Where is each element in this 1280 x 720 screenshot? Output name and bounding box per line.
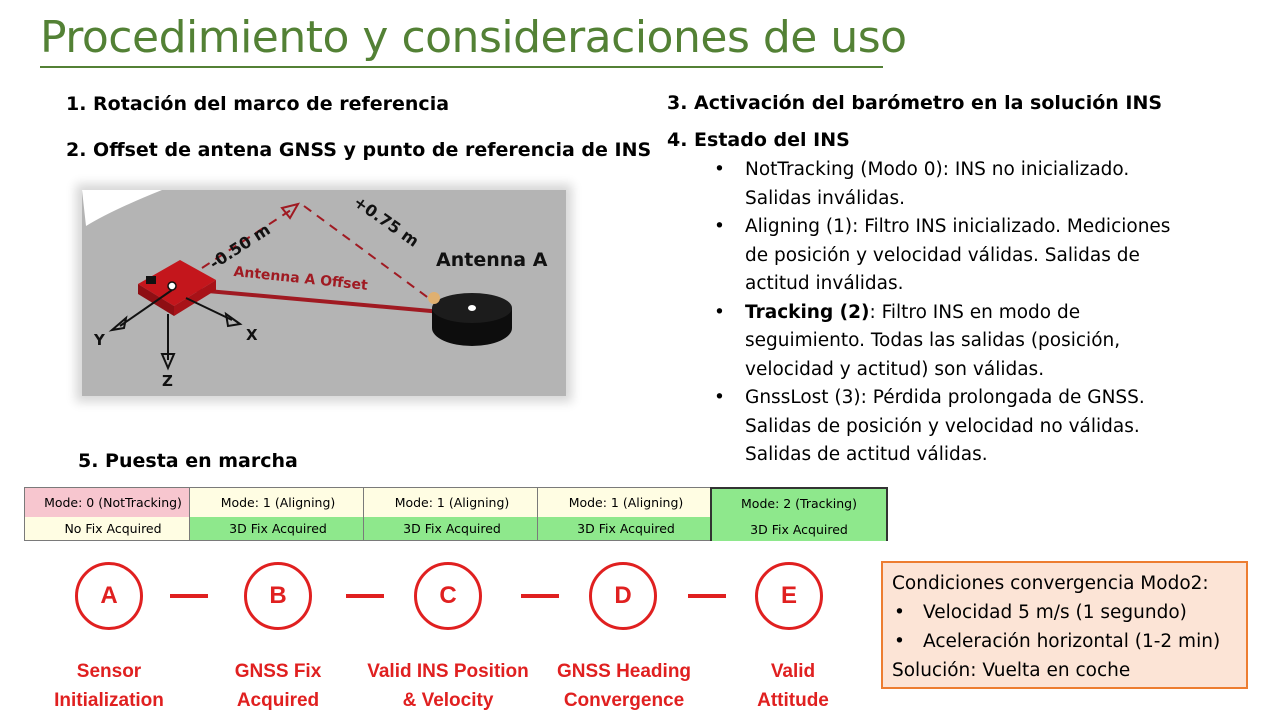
offset-label: Antenna A Offset (232, 263, 369, 294)
step-label-line: & Velocity (402, 690, 494, 711)
axis-x-line (186, 298, 232, 320)
ins-state-item (712, 299, 1192, 385)
step-b-label (183, 657, 373, 715)
status-fix: No Fix Acquired (25, 517, 201, 540)
section-3-heading: 3. Activación del barómetro en la solución INS (667, 92, 1163, 114)
step-label-line: Sensor (76, 661, 142, 682)
status-box-a (24, 487, 202, 541)
ins-state-desc: : INS no inicializado. Salidas inválidas. (745, 159, 1130, 209)
conditions-solution: Solución: Vuelta en coche (892, 660, 1131, 681)
antenna-offset-svg (82, 190, 566, 396)
section-5-heading: 5. Puesta en marcha (78, 450, 298, 472)
status-fix: 3D Fix Acquired (712, 518, 886, 541)
ins-state-name: NotTracking (Modo 0) (745, 159, 943, 180)
status-mode: Mode: 0 (NotTracking) (25, 488, 201, 517)
status-mode: Mode: 1 (Aligning) (190, 488, 366, 517)
status-fix: 3D Fix Acquired (538, 517, 714, 540)
offset-x-label: -0.50 m (205, 219, 274, 274)
step-e-label (698, 657, 888, 715)
step-e-circle: E (755, 562, 823, 630)
status-mode: Mode: 1 (Aligning) (538, 488, 714, 517)
antenna-center-dot (468, 305, 476, 311)
axis-y-label: Y (94, 331, 105, 349)
axis-x-arrow (226, 314, 240, 326)
status-fix: 3D Fix Acquired (190, 517, 366, 540)
step-label-line: Convergence (563, 690, 685, 711)
conditions-list (892, 598, 1246, 656)
ins-state-desc: : Pérdida prolongada de GNSS. Salidas de posición y velocidad no válidas. Salidas de actitud válidas. (745, 387, 1145, 465)
step-b-circle: B (244, 562, 312, 630)
status-box-c (363, 487, 541, 541)
step-label-line: Acquired (236, 690, 320, 711)
step-d-circle: D (589, 562, 657, 630)
step-connector (688, 594, 726, 598)
step-label-line: Valid INS Position (367, 661, 529, 682)
diagram-corner-shape (82, 190, 162, 226)
ins-state-desc: : Filtro INS inicializado. Mediciones de posición y velocidad válidas. Salidas de actitud inválidas. (745, 216, 1171, 294)
step-label-line: Initialization (54, 690, 164, 711)
axis-x-label: X (246, 326, 258, 344)
sensor-connector (146, 276, 156, 284)
axis-y-arrow (112, 318, 126, 330)
status-fix: 3D Fix Acquired (364, 517, 540, 540)
step-label-line: GNSS Fix (234, 661, 322, 682)
step-d-label (529, 657, 719, 715)
conditions-title: Condiciones convergencia Modo2: (892, 573, 1209, 594)
ins-state-name: Tracking (2) (745, 301, 870, 323)
antenna-offset-arrow (174, 288, 442, 312)
offset-y-label: +0.75 m (350, 192, 423, 251)
sensor-origin (168, 282, 176, 290)
step-label-line: GNSS Heading (556, 661, 692, 682)
ins-state-item (712, 156, 1192, 213)
ins-state-name: GnssLost (3) (745, 387, 861, 408)
step-a-label (14, 657, 204, 715)
page-title: Procedimiento y consideraciones de uso (40, 12, 907, 63)
step-label-line: Attitude (757, 690, 829, 711)
title-underline (40, 66, 883, 68)
ins-state-desc: : Filtro INS en modo de seguimiento. Todas las salidas (posición, velocidad y actitud) son válidas. (745, 301, 1121, 380)
step-c-circle: C (414, 562, 482, 630)
convergence-conditions-box (881, 561, 1248, 689)
step-connector (170, 594, 208, 598)
conditions-item: • Aceleración horizontal (1-2 min) (892, 627, 1246, 656)
antenna-label: Antenna A (436, 249, 548, 271)
step-label-line: Valid (770, 661, 816, 682)
antenna-connector (428, 292, 440, 304)
section-1-heading: 1. Rotación del marco de referencia (66, 93, 450, 115)
section-2-heading: 2. Offset de antena GNSS y punto de referencia de INS (66, 139, 652, 161)
ins-state-list (712, 156, 1192, 470)
ins-state-name: Aligning (1) (745, 216, 853, 237)
status-mode: Mode: 2 (Tracking) (712, 489, 886, 518)
conditions-item: • Velocidad 5 m/s (1 segundo) (892, 598, 1246, 627)
step-c-label (353, 657, 543, 715)
status-box-d (537, 487, 715, 541)
section-4-heading: 4. Estado del INS (667, 129, 850, 151)
ins-state-item (712, 384, 1192, 470)
step-a-circle: A (75, 562, 143, 630)
status-box-b (189, 487, 367, 541)
antenna-offset-diagram (82, 190, 566, 396)
status-mode: Mode: 1 (Aligning) (364, 488, 540, 517)
ins-state-item (712, 213, 1192, 299)
status-box-e (710, 487, 888, 541)
step-connector (346, 594, 384, 598)
axis-z-label: Z (162, 372, 173, 390)
step-connector (521, 594, 559, 598)
